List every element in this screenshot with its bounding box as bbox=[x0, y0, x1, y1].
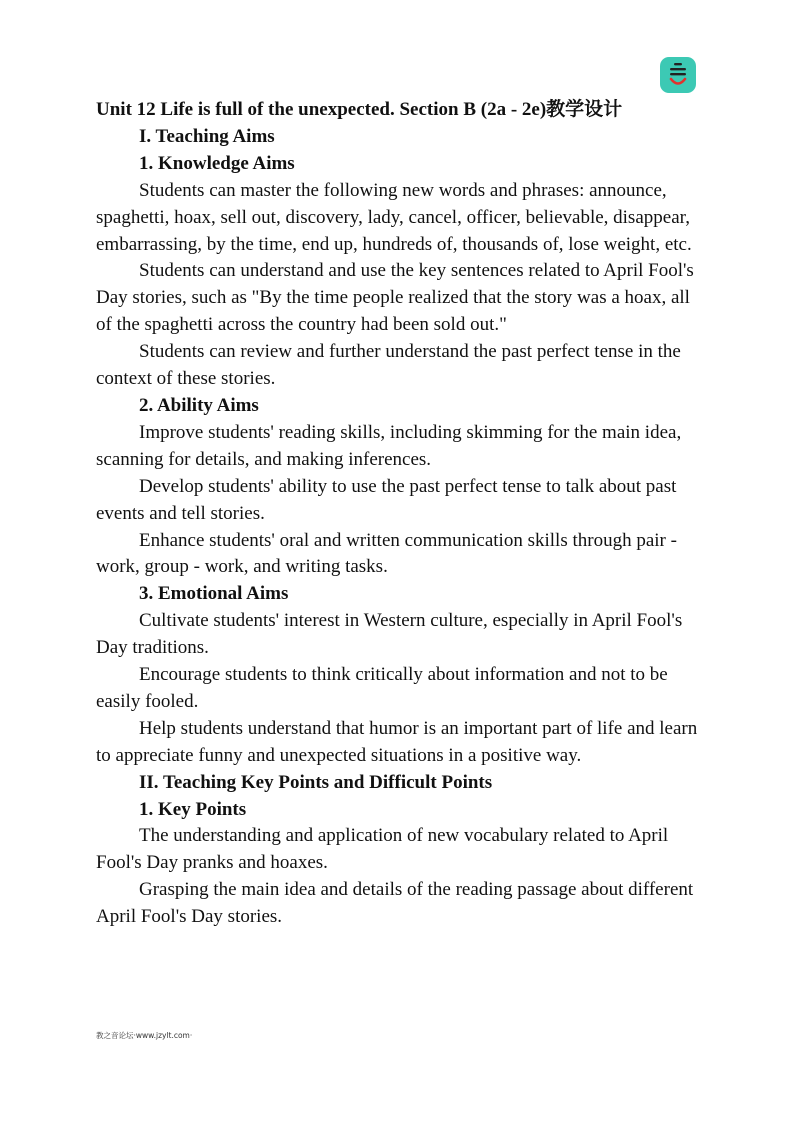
paragraph-vocab-application: The understanding and application of new vocabulary related to April Fool's Day pranks and hoaxes. bbox=[96, 825, 669, 874]
paragraph-reading-skills: Improve students' reading skills, including skimming for the main idea, scanning for details, and making inferences. bbox=[96, 421, 682, 470]
footer-watermark: 教之音论坛·www.jzylt.com· bbox=[96, 1031, 193, 1040]
paragraph-culture: Cultivate students' interest in Western culture, especially in April Fool's Day traditions. bbox=[96, 610, 683, 659]
section-heading-key-points: II. Teaching Key Points and Difficult Points bbox=[139, 771, 493, 793]
subheading-ability-aims: 2. Ability Aims bbox=[139, 394, 259, 416]
subheading-key-points: 1. Key Points bbox=[139, 798, 247, 820]
paragraph-main-idea: Grasping the main idea and details of the reading passage about different April Fool's Day stories. bbox=[96, 879, 694, 928]
paragraph-tense-usage: Develop students' ability to use the past perfect tense to talk about past events and tell stories. bbox=[96, 475, 677, 524]
paragraph-vocabulary: Students can master the following new words and phrases: announce, spaghetti, hoax, sell out, discovery, lady, cancel, officer, believable, disappear, embarrassing, by the time, end up, hundreds of, thousands of, lose weight, etc. bbox=[96, 179, 692, 255]
subheading-emotional-aims: 3. Emotional Aims bbox=[139, 583, 289, 605]
document-body bbox=[96, 97, 706, 931]
section-heading-teaching-aims: I. Teaching Aims bbox=[139, 125, 275, 147]
paragraph-humor: Help students understand that humor is an important part of life and learn to appreciate funny and unexpected situations in a positive way. bbox=[96, 717, 698, 766]
paragraph-communication: Enhance students' oral and written communication skills through pair - work, group - work, and writing tasks. bbox=[96, 529, 677, 578]
jiaozhiyin-logo-icon bbox=[660, 57, 696, 93]
paragraph-past-perfect: Students can review and further understand the past perfect tense in the context of these stories. bbox=[96, 341, 681, 390]
subheading-knowledge-aims: 1. Knowledge Aims bbox=[139, 152, 295, 174]
document-title: Unit 12 Life is full of the unexpected. Section B (2a - 2e)教学设计 bbox=[96, 99, 623, 120]
paragraph-critical-thinking: Encourage students to think critically about information and not to be easily fooled. bbox=[96, 664, 668, 712]
paragraph-key-sentences: Students can understand and use the key sentences related to April Fool's Day stories, such as "By the time people realized that the story was a hoax, all of the spaghetti across the country had been sold out." bbox=[96, 260, 694, 336]
